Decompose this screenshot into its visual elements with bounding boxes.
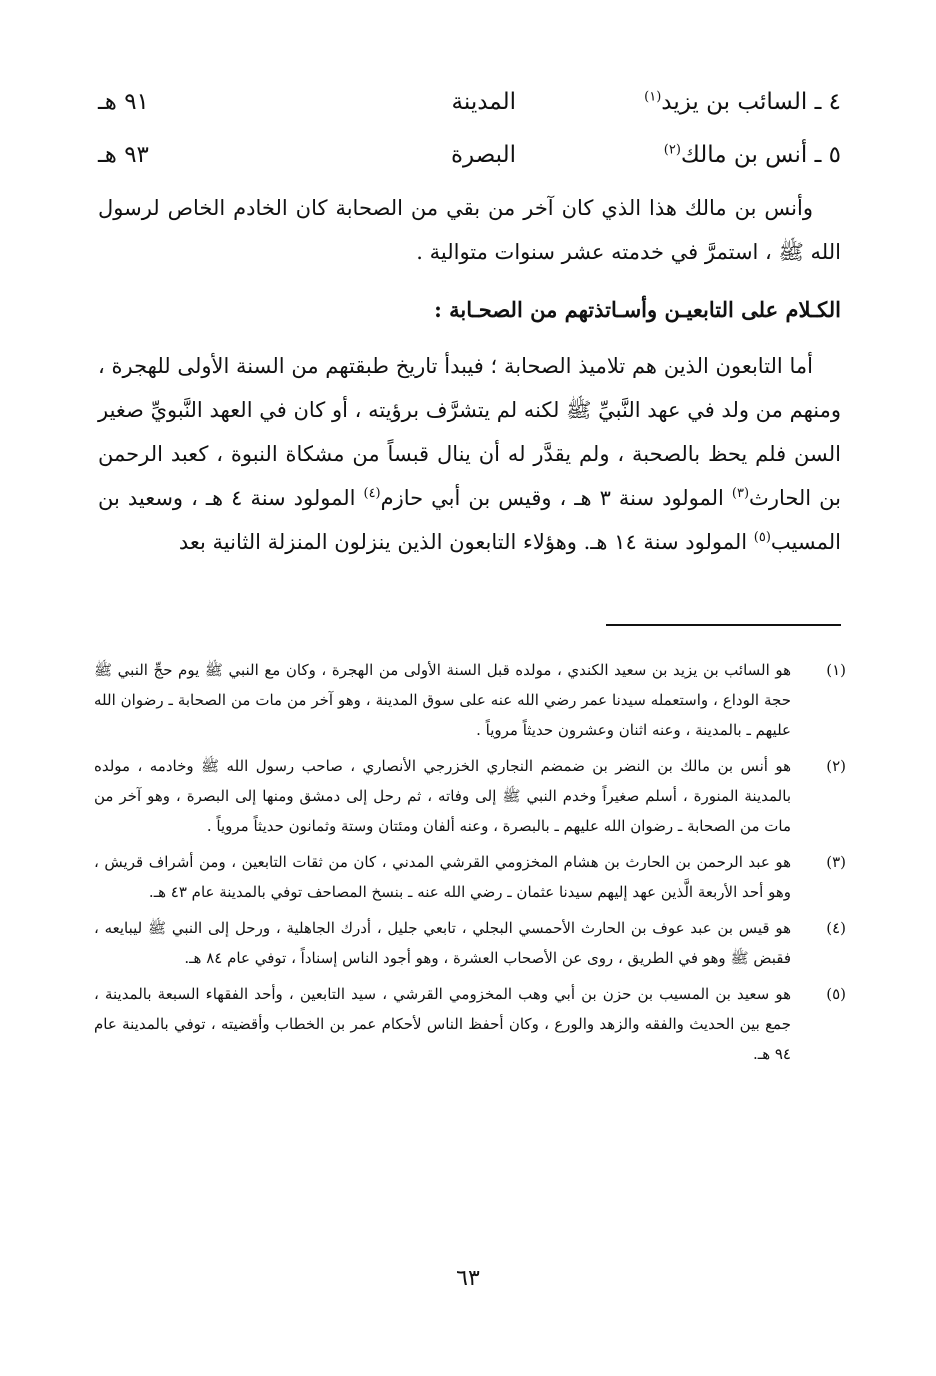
main-paragraph: أما التابعون الذين هم تلاميذ الصحابة ؛ فيبدأ تاريخ طبقتهم من السنة الأولى للهجرة ، ومنهم من ولد في عهد النَّبيِّ ﷺ لكنه لم يتشرَّف برؤيته ، أو كان في العهد النَّبويِّ صغير السن فلم يحظ بالصحبة ، ولم يقدَّر له أن ينال قبساً من مشكاة النبوة ، كعبد الرحمن بن الحارث$^{(٣)}$ المولود سنة ٣ هـ ، وقيس بن أبي حازم$^{(٤)}$ المولود سنة ٤ هـ ، وسعيد بن المسيب$^{(٥)}$ المولود سنة ١٤ هـ. وهؤلاء التابعون الذين ينزلون المنزلة الثانية بعد bbox=[98, 354, 841, 554]
footnote-ref: (٥) bbox=[753, 530, 771, 545]
companion-death-year: ٩١ هـ bbox=[98, 89, 149, 115]
companion-city: المدينة bbox=[451, 89, 516, 115]
footnote-number: (٣) bbox=[826, 853, 846, 871]
companion-death-year: ٩٣ هـ bbox=[98, 142, 149, 168]
footnote-number: (٢) bbox=[826, 757, 846, 775]
companion-name: ٥ ـ أنس بن مالك$^{(٢)}$ bbox=[663, 142, 841, 168]
footnote-text: هو سعيد بن المسيب بن حزن بن أبي وهب المخزومي القرشي ، سيد التابعين ، وأحد الفقهاء السبعة بالمدينة ، جمع بين الحديث والفقه والزهد والورع ، وكان أحفظ الناس لأحكام عمر بن الخطاب وأقضيته ، توفي بالمدينة عام ٩٤ هـ. bbox=[94, 985, 791, 1063]
intro-paragraph: وأنس بن مالك هذا الذي كان آخر من بقي من الصحابة كان الخادم الخاص لرسول الله ﷺ ، استمرَّ في خدمته عشر سنوات متوالية . bbox=[98, 196, 841, 264]
footnote bbox=[94, 655, 846, 745]
footnotes bbox=[94, 655, 846, 1075]
footnote-number: (٥) bbox=[826, 985, 846, 1003]
list-row bbox=[98, 135, 841, 175]
companion-city: البصرة bbox=[450, 142, 516, 168]
footnote-text: هو قيس بن عبد عوف بن الحارث الأحمسي البجلي ، تابعي جليل ، أدرك الجاهلية ، ورحل إلى النبي ﷺ ليبايعه ، فقبض ﷺ وهو في الطريق ، روى عن الأصحاب العشرة ، وهو أجود الناس إسناداً ، توفي عام ٨٤ هـ. bbox=[94, 919, 792, 967]
footnote-number: (١) bbox=[826, 661, 846, 679]
footnote-text: هو أنس بن مالك بن النضر بن ضمضم النجاري الخزرجي الأنصاري ، صاحب رسول الله ﷺ وخادمه ، مولده بالمدينة المنورة ، أسلم صغيراً وخدم النبي ﷺ إلى وفاته ، ثم رحل إلى دمشق ومنها إلى البصرة ، وهو آخر من مات من الصحابة ـ رضوان الله عليهم ـ بالبصرة ، وعنه ألفان ومئتان وستة وثمانون حديثاً مروياً . bbox=[94, 757, 791, 835]
footnote bbox=[94, 913, 846, 973]
section-heading: الكـلام على التابعيـن وأسـاتذتهم من الصحـابة : bbox=[434, 297, 841, 322]
footnote-number: (٤) bbox=[826, 919, 846, 937]
footnote bbox=[94, 751, 846, 841]
footnote-ref: (٣) bbox=[731, 486, 750, 501]
footnote-ref: (٤) bbox=[363, 486, 381, 501]
footnote-ref: (٢) bbox=[663, 142, 681, 158]
page-number: ٦٣ bbox=[456, 1266, 480, 1291]
footnote-text: هو السائب بن يزيد بن سعيد الكندي ، مولده قبل السنة الأولى من الهجرة ، وكان مع النبي ﷺ يوم حجِّ النبي ﷺ حجة الوداع ، واستعمله سيدنا عمر رضي الله عنه على سوق المدينة ، وهو آخر من مات من الصحابة ـ رضوان الله عليهم ـ بالمدينة ، وعنه اثنان وعشرون حديثاً مروياً . bbox=[94, 661, 791, 739]
footnote bbox=[94, 979, 846, 1069]
footnote bbox=[94, 847, 846, 907]
footnote-text: هو عبد الرحمن بن الحارث بن هشام المخزومي القرشي المدني ، كان من ثقات التابعين ، ومن أشراف قريش ، وهو أحد الأربعة الَّذين عهد إليهم سيدنا عثمان ـ رضي الله عنه ـ بنسخ المصاحف توفي بالمدينة عام ٤٣ هـ. bbox=[94, 853, 791, 901]
footnote-ref: (١) bbox=[644, 89, 662, 105]
footnote-separator bbox=[606, 624, 841, 626]
companion-name: ٤ ـ السائب بن يزيد$^{(١)}$ bbox=[644, 89, 841, 115]
list-row bbox=[98, 82, 841, 122]
